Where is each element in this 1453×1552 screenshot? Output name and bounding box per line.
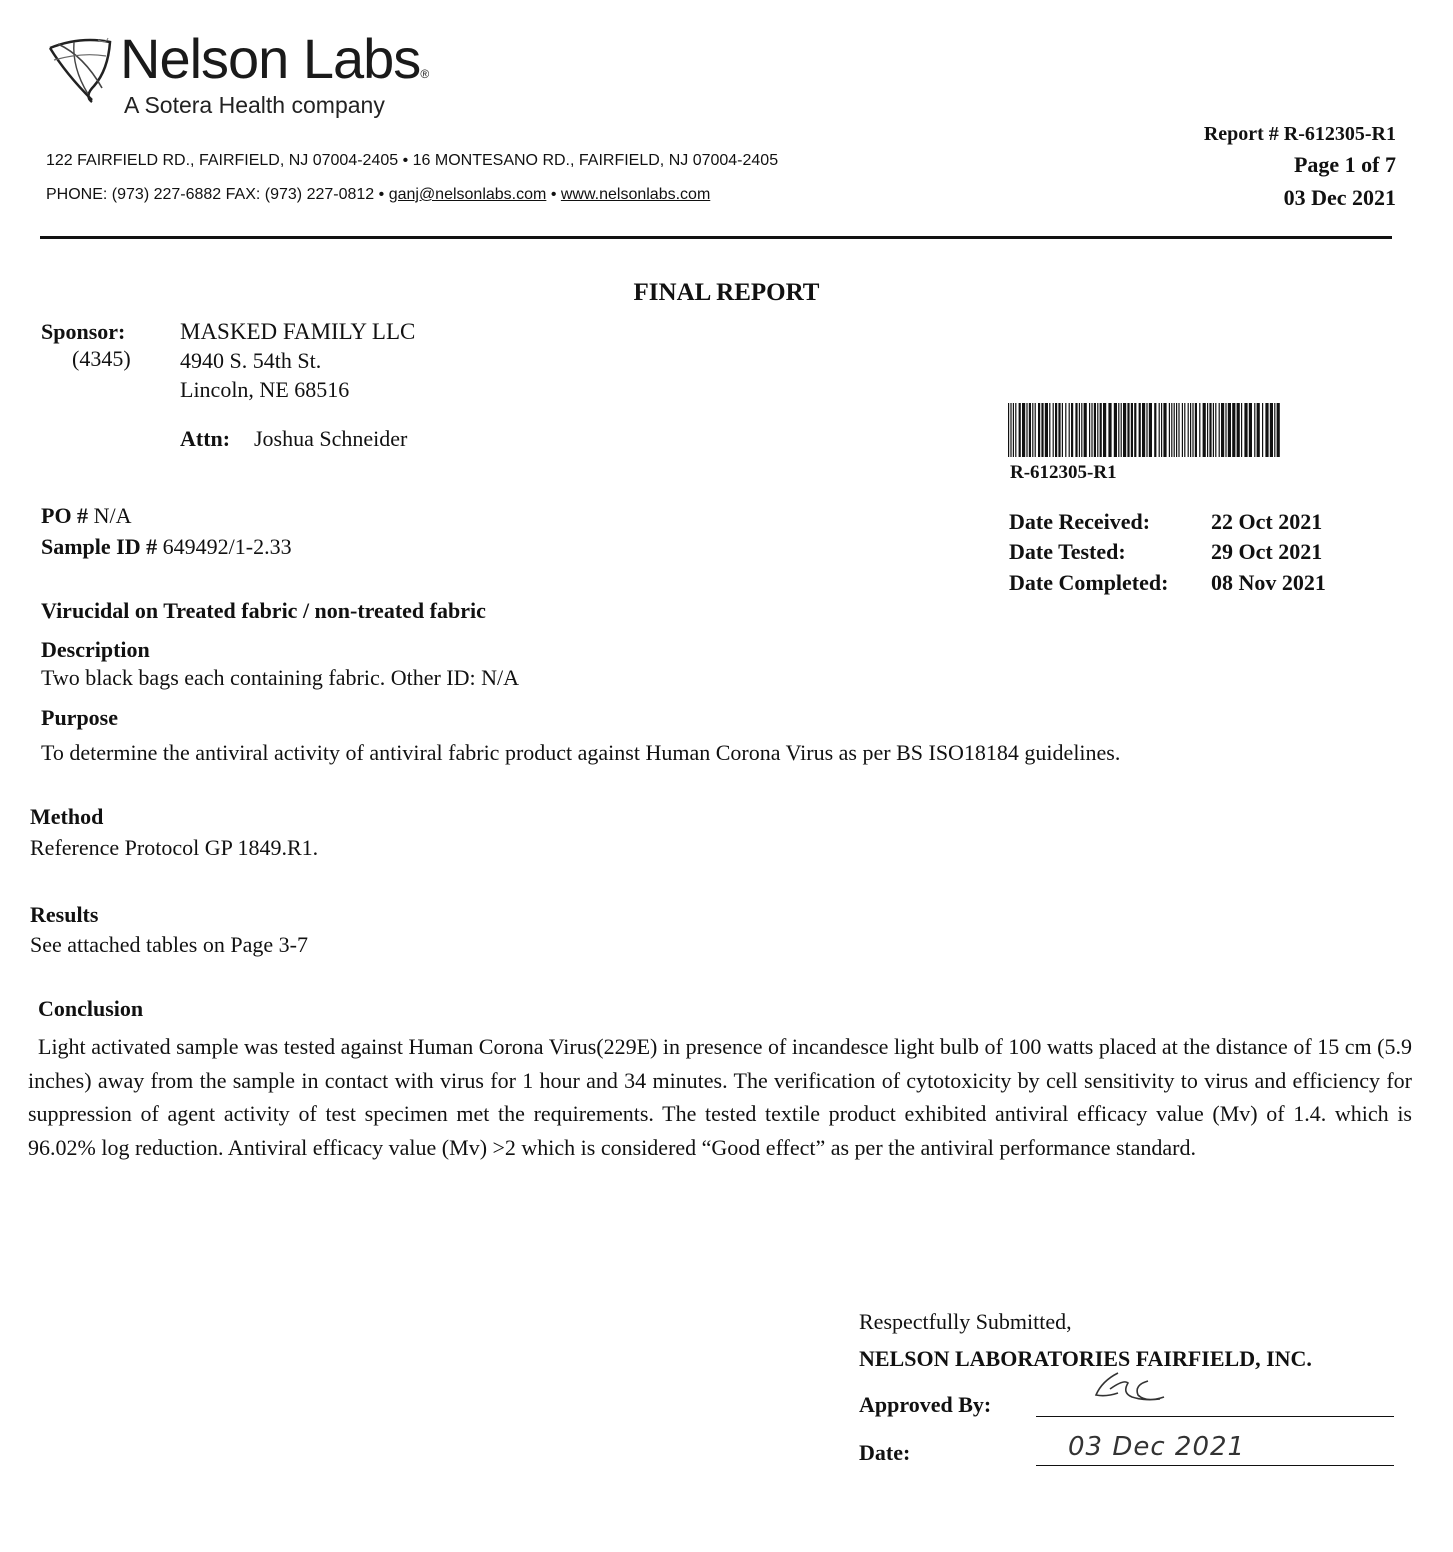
sponsor-name: MASKED FAMILY LLC (180, 319, 416, 344)
barcode-bar (1184, 403, 1185, 457)
sponsor-street: 4940 S. 54th St. (180, 348, 322, 373)
signature-line (1036, 1416, 1394, 1417)
barcode-bar (1188, 403, 1189, 457)
results-heading: Results (30, 902, 99, 927)
barcode-bar (1103, 403, 1106, 457)
report-barcode (1008, 403, 1280, 457)
barcode-bar (1038, 403, 1040, 457)
barcode-bar (1232, 403, 1235, 457)
barcode-bar (1035, 403, 1036, 457)
barcode-bar (1154, 403, 1156, 457)
closing-text: Respectfully Submitted, (859, 1309, 1072, 1334)
barcode-bar (1176, 403, 1177, 457)
barcode-bar (1254, 403, 1255, 457)
barcode-bar (1029, 403, 1031, 457)
description-heading: Description (41, 637, 150, 662)
barcode-bar (1142, 403, 1145, 457)
barcode-bar (1241, 403, 1242, 457)
barcode-bar (1207, 403, 1208, 457)
barcode-bar (1065, 403, 1066, 457)
bullet-separator: • (550, 186, 557, 203)
barcode-bar (1026, 403, 1027, 457)
barcode-bar (1131, 403, 1133, 457)
barcode-bar (1163, 403, 1166, 457)
barcode-bar (1114, 403, 1117, 457)
barcode-bar (1237, 403, 1240, 457)
barcode-bar (1081, 403, 1082, 457)
barcode-bar (1195, 403, 1197, 457)
barcode-bar (1019, 403, 1021, 457)
barcode-bar (1174, 403, 1175, 457)
barcode-bar (1049, 403, 1050, 457)
barcode-bar (1274, 403, 1275, 457)
barcode-bar (1190, 403, 1191, 457)
barcode-bar (1209, 403, 1211, 457)
barcode-bar (1121, 403, 1122, 457)
barcode-bar (1139, 403, 1141, 457)
attn-name: Joshua Schneider (254, 426, 408, 451)
po-value: N/A (93, 503, 132, 528)
description-text: Two black bags each containing fabric. Other ID: N/A (41, 665, 520, 690)
barcode-bar (1134, 403, 1136, 457)
sample-id-label: Sample ID # (41, 534, 158, 559)
date-completed-label: Date Completed: (1009, 570, 1169, 595)
test-title: Virucidal on Treated fabric / non-treated fabric (41, 598, 486, 623)
barcode-bar (1169, 403, 1170, 457)
barcode-bar (1053, 403, 1054, 457)
contact-line (46, 186, 710, 204)
barcode-bar (1032, 403, 1033, 457)
address-line: 122 FAIRFIELD RD., FAIRFIELD, NJ 07004-2405 • 16 MONTESANO RD., FAIRFIELD, NJ 07004-2405 (46, 152, 779, 169)
barcode-bar (1182, 403, 1183, 457)
barcode-bar (1055, 403, 1057, 457)
barcode-bar (1161, 403, 1162, 457)
barcode-bar (1203, 403, 1206, 457)
sample-id (41, 534, 292, 560)
barcode-bar (1215, 403, 1216, 457)
barcode-bar (1075, 403, 1077, 457)
barcode-bar (1108, 403, 1111, 457)
po-number (41, 503, 131, 529)
barcode-bar (1079, 403, 1080, 457)
sponsor-city: Lincoln, NE 68516 (180, 377, 350, 402)
barcode-bar (1228, 403, 1231, 457)
sample-id-value: 649492/1-2.33 (162, 534, 292, 559)
sponsor-label: Sponsor: (41, 319, 126, 344)
phone-fax: PHONE: (973) 227-6882 FAX: (973) 227-0812 • (46, 186, 385, 203)
barcode-bar (1221, 403, 1224, 457)
date-received-value: 22 Oct 2021 (1211, 509, 1323, 534)
barcode-label: R-612305-R1 (1010, 462, 1117, 483)
barcode-bar (1071, 403, 1073, 457)
company-signoff: NELSON LABORATORIES FAIRFIELD, INC. (859, 1346, 1312, 1371)
barcode-bar (1022, 403, 1025, 457)
purpose-text: To determine the antiviral activity of antiviral fabric product against Human Corona Virus as per BS ISO18184 guidelines. (41, 740, 1121, 765)
nelson-labs-logo-icon (44, 34, 116, 106)
barcode-bar (1262, 403, 1263, 457)
barcode-bar (1192, 403, 1193, 457)
report-number: Report # R-612305-R1 (1203, 123, 1396, 145)
barcode-bar (1257, 403, 1260, 457)
purpose-heading: Purpose (41, 705, 118, 730)
barcode-bar (1069, 403, 1070, 457)
barcode-bar (1219, 403, 1220, 457)
header-divider (40, 236, 1392, 239)
barcode-bar (1100, 403, 1102, 457)
barcode-bar (1089, 403, 1090, 457)
barcode-bar (1265, 403, 1268, 457)
company-tagline: A Sotera Health company (124, 92, 385, 118)
barcode-bar (1270, 403, 1273, 457)
email-link[interactable]: ganj@nelsonlabs.com (388, 186, 547, 203)
barcode-bar (1123, 403, 1126, 457)
barcode-bar (1015, 403, 1016, 457)
barcode-bar (1159, 403, 1160, 457)
registered-mark: ® (420, 67, 429, 81)
website-link[interactable]: www.nelsonlabs.com (560, 186, 711, 203)
method-text: Reference Protocol GP 1849.R1. (30, 835, 319, 860)
po-label: PO # (41, 503, 89, 528)
barcode-bar (1058, 403, 1060, 457)
barcode-bar (1127, 403, 1129, 457)
company-name: Nelson Labs® (120, 27, 429, 90)
date-tested-label: Date Tested: (1009, 539, 1126, 564)
barcode-bar (1094, 403, 1096, 457)
results-text: See attached tables on Page 3-7 (30, 932, 308, 957)
date-label: Date: (859, 1440, 911, 1465)
barcode-bar (1013, 403, 1014, 457)
approved-by-label: Approved By: (859, 1392, 992, 1417)
date-received-label: Date Received: (1009, 509, 1151, 534)
barcode-bar (1118, 403, 1119, 457)
approver-signature (1088, 1367, 1178, 1415)
date-completed-value: 08 Nov 2021 (1211, 570, 1326, 595)
report-date: 03 Dec 2021 (1283, 185, 1396, 210)
barcode-bar (1084, 403, 1087, 457)
date-tested-value: 29 Oct 2021 (1211, 539, 1323, 564)
date-line (1036, 1465, 1394, 1466)
barcode-bar (1213, 403, 1214, 457)
barcode-bar (1244, 403, 1247, 457)
conclusion-text: Light activated sample was tested against Human Corona Virus(229E) in presence of incandesce light bulb of 100 watts placed at the distance of 15 cm (5.9 inches) away from the sample in contact with virus for 1 hour and 34 minutes. The verification of cytotoxicity by cell sensitivity to virus and efficiency for suppression of agent activity of test specimen met the requirements. The tested textile product exhibited antiviral efficacy value (Mv) of 1.4. which is 96.02% log reduction. Antiviral efficacy value (Mv) >2 which is considered “Good effect” as per the antiviral performance standard. (28, 1034, 1412, 1160)
barcode-bar (1010, 403, 1011, 457)
barcode-bar (1171, 403, 1172, 457)
barcode-bar (1146, 403, 1147, 457)
barcode-bar (1225, 403, 1226, 457)
attn-label: Attn: (180, 426, 231, 451)
barcode-bar (1277, 403, 1280, 457)
sponsor-code: (4345) (72, 346, 131, 371)
barcode-bar (1008, 403, 1009, 457)
barcode-bar (1199, 403, 1200, 457)
page-number: Page 1 of 7 (1293, 152, 1396, 177)
barcode-bar (1045, 403, 1048, 457)
barcode-bar (1149, 403, 1152, 457)
handwritten-date: 03 Dec 2021 (1068, 1432, 1246, 1462)
barcode-bar (1178, 403, 1179, 457)
method-heading: Method (30, 804, 104, 829)
barcode-bar (1091, 403, 1092, 457)
conclusion-heading: Conclusion (38, 996, 144, 1021)
barcode-bar (1062, 403, 1063, 457)
barcode-bar (1097, 403, 1098, 457)
barcode-bar (1249, 403, 1252, 457)
page-title: FINAL REPORT (633, 279, 820, 306)
barcode-bar (1041, 403, 1043, 457)
